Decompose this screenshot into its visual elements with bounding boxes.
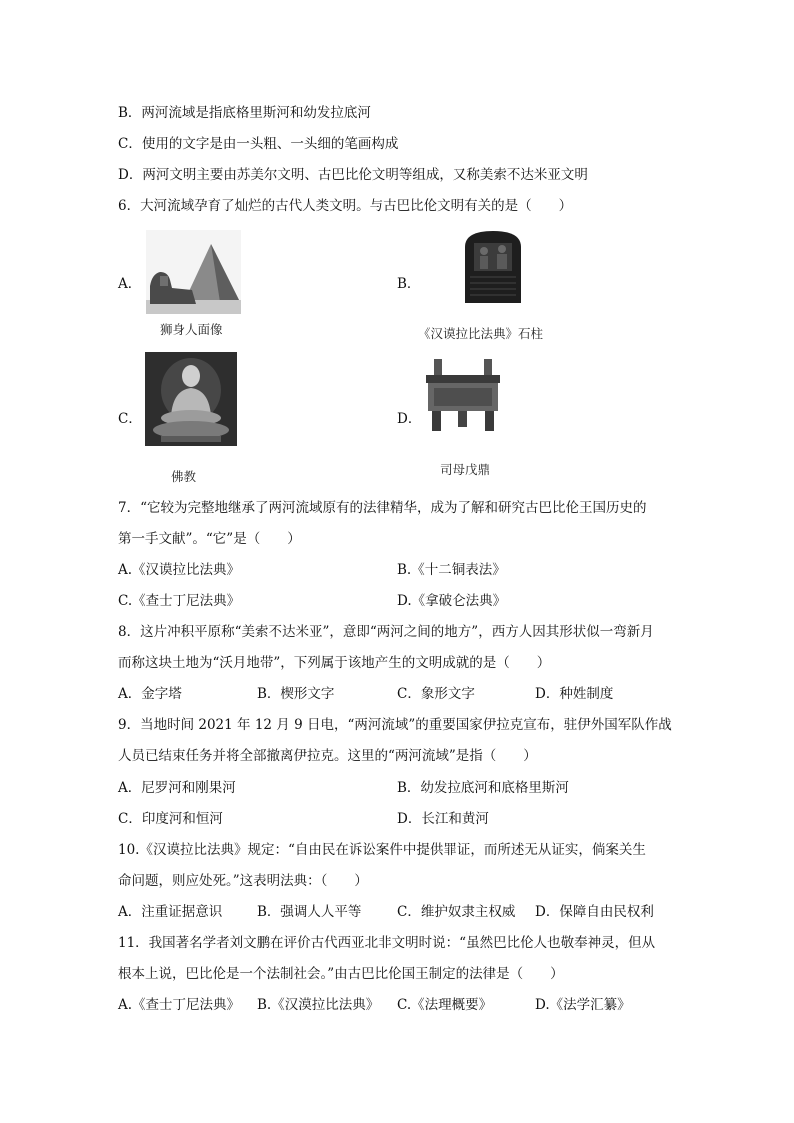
hammurabi-stele-image [462,229,524,303]
q11-option-b: B.《汉漠拉比法典》 [257,997,380,1013]
q6-option-b-letter: B． [397,276,421,292]
q9-option-b: B．幼发拉底河和底格里斯河 [397,780,569,796]
q8-option-c: C．象形文字 [397,686,475,702]
q8-option-a: A．金字塔 [118,686,182,702]
q10-option-c: C．维护奴隶主权威 [397,904,516,920]
q9-option-a: A．尼罗河和刚果河 [118,780,236,796]
q10-stem-line1: 10.《汉谟拉比法典》规定：“自由民在诉讼案件中提供罪证，而所述无从证实，倘案关生 [118,842,646,858]
sphinx-image [146,230,241,314]
q8-stem-line1: 8．这片冲积平原称“美索不达米亚”，意即“两河之间的地方”，西方人因其形状似一弯新月 [118,624,654,640]
q5-option-b: B．两河流域是指底格里斯河和幼发拉底河 [118,105,371,121]
q8-option-b: B．楔形文字 [257,686,335,702]
q9-option-c: C．印度河和恒河 [118,811,223,827]
q7-option-d: D.《拿破仑法典》 [397,593,507,609]
q6-option-b-caption: 《汉谟拉比法典》石柱 [418,326,544,341]
q5-option-c: C．使用的文字是由一头粗、一头细的笔画构成 [118,136,399,152]
q10-stem-line2: 命问题，则应处死。”这表明法典：（ ） [118,873,368,889]
q7-option-c: C.《查士丁尼法典》 [118,593,241,609]
q10-option-d: D．保障自由民权利 [535,904,654,920]
q7-stem-line1: 7．“它较为完整地继承了两河流域原有的法律精华，成为了解和研究古巴比伦王国历史的 [118,500,647,516]
q6-option-d-letter: D． [397,411,422,427]
buddha-image [145,352,237,446]
q7-option-a: A.《汉谟拉比法典》 [118,562,241,578]
q11-stem-line1: 11．我国著名学者刘文鹏在评价古代西亚北非文明时说：“虽然巴比伦人也敬奉神灵，但从 [118,935,656,951]
q6-option-a-letter: A． [118,276,142,292]
q10-option-a: A．注重证据意识 [118,904,223,920]
q9-stem-line2: 人员已结束任务并将全部撤离伊拉克。这里的“两河流域”是指（ ） [118,748,537,764]
q6-option-a-caption: 狮身人面像 [160,322,223,337]
simuwu-ding-image [422,357,504,433]
q6-stem: 6．大河流域孕育了灿烂的古代人类文明。与古巴比伦文明有关的是（ ） [118,198,573,214]
q6-option-d-caption: 司母戊鼎 [440,462,491,477]
q7-option-b: B.《十二铜表法》 [397,562,506,578]
q6-option-c-caption: 佛教 [171,469,197,484]
q5-option-d: D．两河文明主要由苏美尔文明、古巴比伦文明等组成，又称美索不达米亚文明 [118,167,588,183]
q9-stem-line1: 9．当地时间 2021 年 12 月 9 日电，“两河流域”的重要国家伊拉克宣布，驻伊外国军队作战 [118,717,672,733]
q8-option-d: D．种姓制度 [535,686,614,702]
q6-option-c-letter: C． [118,411,142,427]
q11-option-d: D.《法学汇纂》 [535,997,631,1013]
q7-stem-line2: 第一手文献”。“它”是（ ） [118,531,301,547]
q11-option-c: C.《法理概要》 [397,997,493,1013]
q10-option-b: B．强调人人平等 [257,904,362,920]
q8-stem-line2: 而称这块土地为“沃月地带”，下列属于该地产生的文明成就的是（ ） [118,655,551,671]
q9-option-d: D．长江和黄河 [397,811,489,827]
q11-stem-line2: 根本上说，巴比伦是一个法制社会。”由古巴比伦国王制定的法律是（ ） [118,966,564,982]
q11-option-a: A.《查士丁尼法典》 [118,997,241,1013]
